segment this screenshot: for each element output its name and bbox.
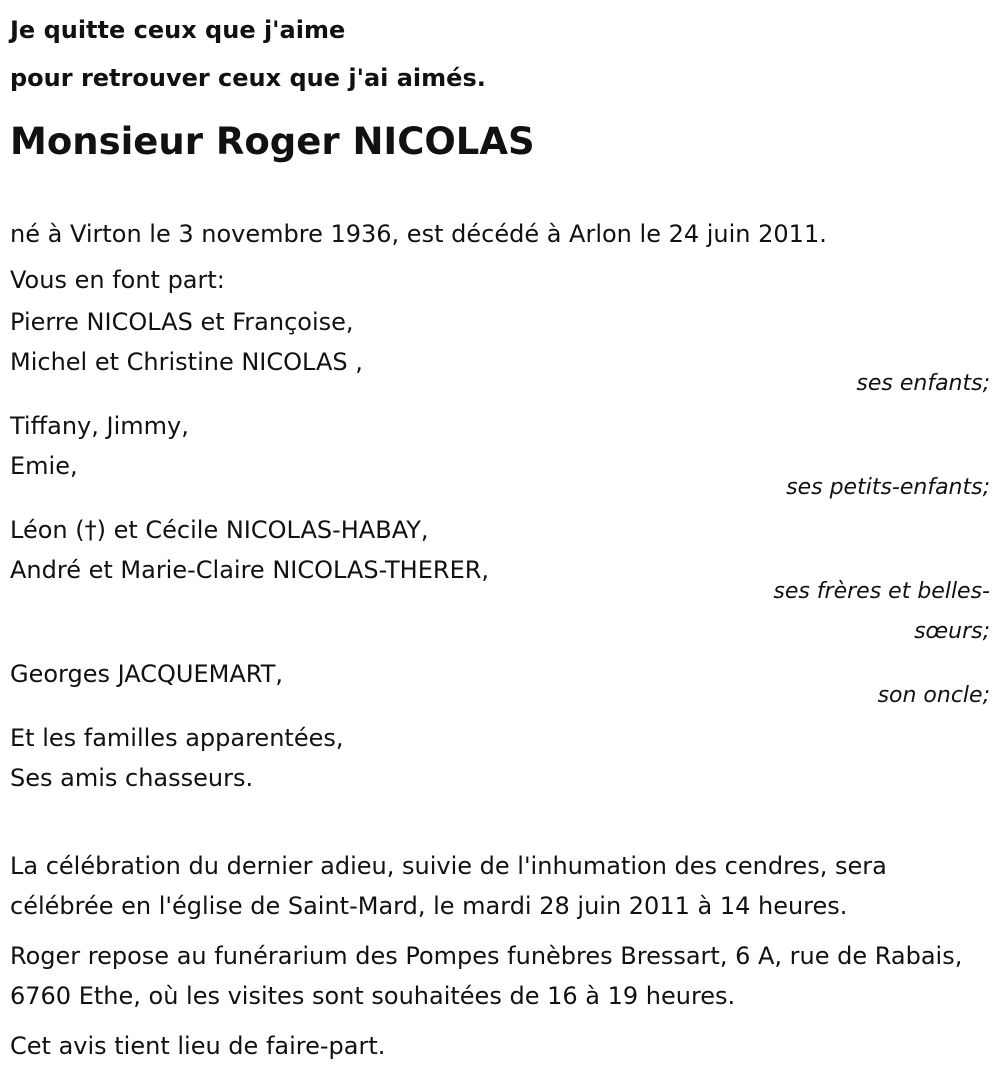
other-line-2: Ses amis chasseurs.	[10, 764, 254, 792]
ceremony-paragraph: La célébration du dernier adieu, suivie de l'inhumation des cendres, sera célébrée en l'église de Saint-Mard, le mardi 28 juin 2011 à 14 heures.	[10, 852, 887, 920]
birth-death-line: né à Virton le 3 novembre 1936, est décédé à Arlon le 24 juin 2011.	[10, 220, 827, 248]
family-member-line: Léon (†) et Cécile NICOLAS-HABAY,	[10, 516, 429, 544]
funerarium-paragraph: Roger repose au funérarium des Pompes funèbres Bressart, 6 A, rue de Rabais, 6760 Ethe, où les visites sont souhaitées de 16 à 19 heures.	[10, 942, 963, 1010]
other-line-1: Et les familles apparentées,	[10, 724, 344, 752]
deceased-name: Monsieur Roger NICOLAS	[10, 120, 535, 163]
relation-label: ses petits-enfants;	[786, 475, 990, 500]
relation-label: ses enfants;	[856, 371, 990, 396]
relation-label: son oncle;	[877, 683, 990, 708]
intro-quote	[10, 6, 990, 102]
intro-line-2: pour retrouver ceux que j'ai aimés.	[10, 64, 486, 92]
family-member-line: Georges JACQUEMART,	[10, 660, 283, 688]
family-member-line: Tiffany, Jimmy,	[10, 412, 189, 440]
closing-line: Cet avis tient lieu de faire-part.	[10, 1032, 386, 1060]
family-member-line: Michel et Christine NICOLAS ,	[10, 348, 363, 376]
family-member-line: Emie,	[10, 452, 78, 480]
family-group-uncle	[10, 654, 990, 716]
announce-line: Vous en font part:	[10, 266, 225, 294]
other-relatives	[10, 718, 990, 798]
family-member-line: André et Marie-Claire NICOLAS-THERER,	[10, 556, 490, 584]
intro-line-1: Je quitte ceux que j'aime	[10, 16, 346, 44]
family-group-siblings	[10, 510, 990, 652]
obituary-notice	[10, 6, 990, 1066]
family-member-line: Pierre NICOLAS et Françoise,	[10, 308, 354, 336]
family-group-children	[10, 302, 990, 404]
relation-label: ses frères et belles-sœurs;	[773, 579, 990, 644]
family-group-grandchildren	[10, 406, 990, 508]
